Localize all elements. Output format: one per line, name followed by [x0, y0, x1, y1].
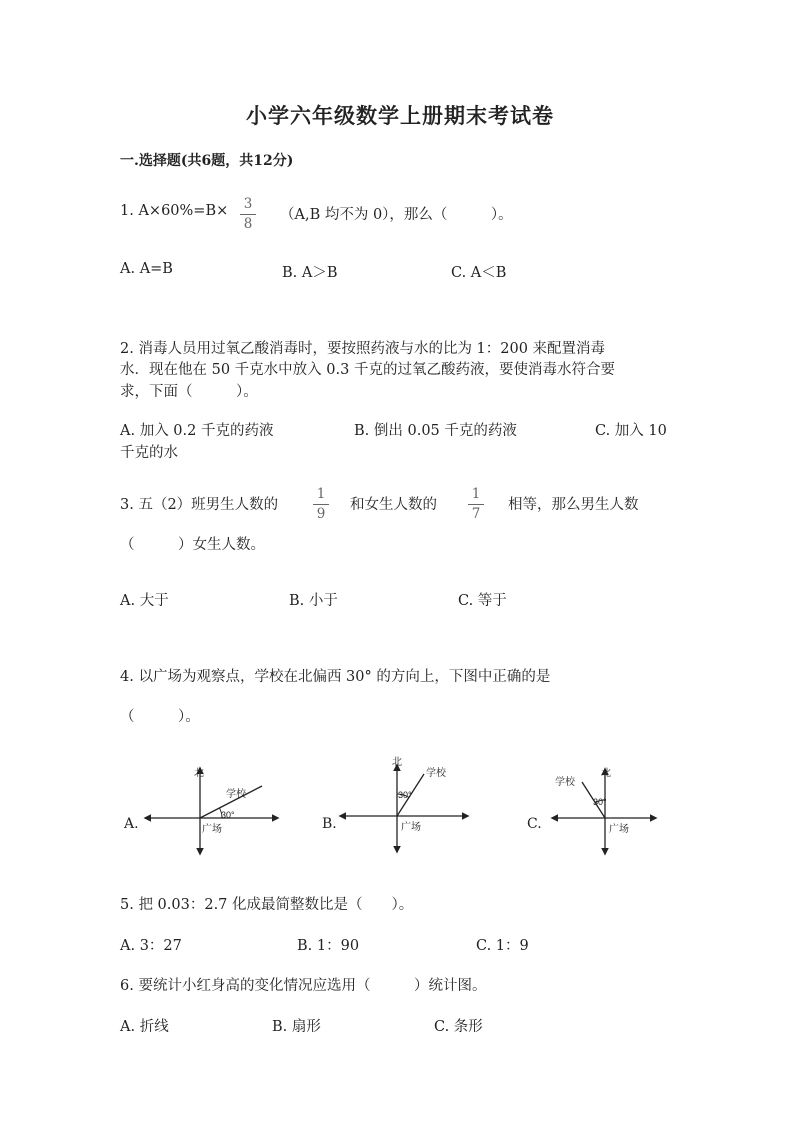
q4-diagram-a[interactable] [118, 750, 288, 860]
school-label: 学校 [426, 768, 446, 779]
q6-text: 6. 要统计小红身高的变化情况应选用（ ）统计图。 [120, 978, 487, 994]
diagram-label: A. [124, 816, 139, 832]
q4-line-1: 4. 以广场为观察点，学校在北偏西 30° 的方向上，下图中正确的是 [120, 669, 551, 685]
q3-part-2: 和女生人数的 [350, 497, 437, 513]
angle-label: 30° [593, 797, 607, 807]
fraction-bar [468, 504, 484, 505]
plaza-label: 广场 [202, 824, 222, 835]
diagram-label: B. [322, 816, 337, 832]
q3-part-3: 相等，那么男生人数 [508, 497, 639, 513]
q2-option-c-wrap[interactable]: 千克的水 [120, 445, 178, 461]
q6-option-b[interactable]: B. 扇形 [272, 1019, 321, 1035]
q5-text: 5. 把 0.03：2.7 化成最简整数比是（ ）。 [120, 897, 414, 913]
school-label: 学校 [226, 789, 246, 800]
q5-option-b[interactable]: B. 1：90 [297, 938, 360, 954]
q4-diagram-b[interactable] [318, 750, 488, 860]
q4-line-2: （ ）。 [120, 709, 200, 725]
diagram-label: C. [527, 816, 542, 832]
q6-option-c[interactable]: C. 条形 [434, 1019, 483, 1035]
fraction-bar [240, 214, 256, 215]
q3-option-a[interactable]: A. 大于 [120, 593, 169, 609]
q4-diagram-c[interactable] [520, 750, 690, 860]
plaza-label: 广场 [401, 822, 421, 833]
q1-suffix: （A,B 均不为 0），那么（ ）。 [280, 207, 513, 223]
angle-label: 30° [398, 790, 412, 800]
q5-option-a[interactable]: A. 3：27 [120, 938, 182, 954]
q5-option-c[interactable]: C. 1：9 [476, 938, 529, 954]
q2-option-a[interactable]: A. 加入 0.2 千克的药液 [120, 423, 274, 439]
fraction-denominator: 8 [243, 216, 253, 232]
q2-option-b[interactable]: B. 倒出 0.05 千克的药液 [354, 423, 517, 439]
q1-prefix: 1. A×60%=B× [120, 203, 229, 219]
q3-line-2: （ ）女生人数。 [120, 537, 265, 553]
north-label: 北 [392, 757, 402, 768]
fraction-bar [313, 504, 329, 505]
north-label: 北 [601, 768, 611, 779]
q1-option-b[interactable]: B. A＞B [282, 265, 338, 281]
q3-fraction-1 [311, 486, 331, 523]
north-label: 北 [194, 768, 204, 779]
page-title: 小学六年级数学上册期末考试卷 [246, 103, 554, 128]
plaza-label: 广场 [609, 824, 629, 835]
q2-line-1: 2. 消毒人员用过氧乙酸消毒时，要按照药液与水的比为 1：200 来配置消毒 [120, 341, 606, 357]
angle-label: 30° [221, 810, 235, 820]
q1-option-c[interactable]: C. A＜B [451, 265, 507, 281]
fraction-denominator: 9 [316, 506, 326, 522]
section-heading: 一.选择题(共6题，共12分) [120, 153, 294, 169]
q1-fraction [238, 196, 258, 233]
q3-part-1: 3. 五（2）班男生人数的 [120, 497, 279, 513]
fraction-numerator: 1 [316, 486, 326, 502]
q2-line-3: 求，下面（ ）。 [120, 384, 258, 400]
school-label: 学校 [555, 777, 575, 788]
q3-option-b[interactable]: B. 小于 [289, 593, 338, 609]
fraction-denominator: 7 [471, 506, 481, 522]
q3-option-c[interactable]: C. 等于 [458, 593, 507, 609]
q6-option-a[interactable]: A. 折线 [120, 1019, 169, 1035]
fraction-numerator: 3 [243, 196, 253, 212]
q3-fraction-2 [466, 486, 486, 523]
fraction-numerator: 1 [471, 486, 481, 502]
q1-option-a[interactable]: A. A=B [120, 261, 173, 277]
q2-line-2: 水．现在他在 50 千克水中放入 0.3 千克的过氧乙酸药液，要使消毒水符合要 [120, 362, 615, 378]
q2-option-c[interactable]: C. 加入 10 [595, 423, 667, 439]
